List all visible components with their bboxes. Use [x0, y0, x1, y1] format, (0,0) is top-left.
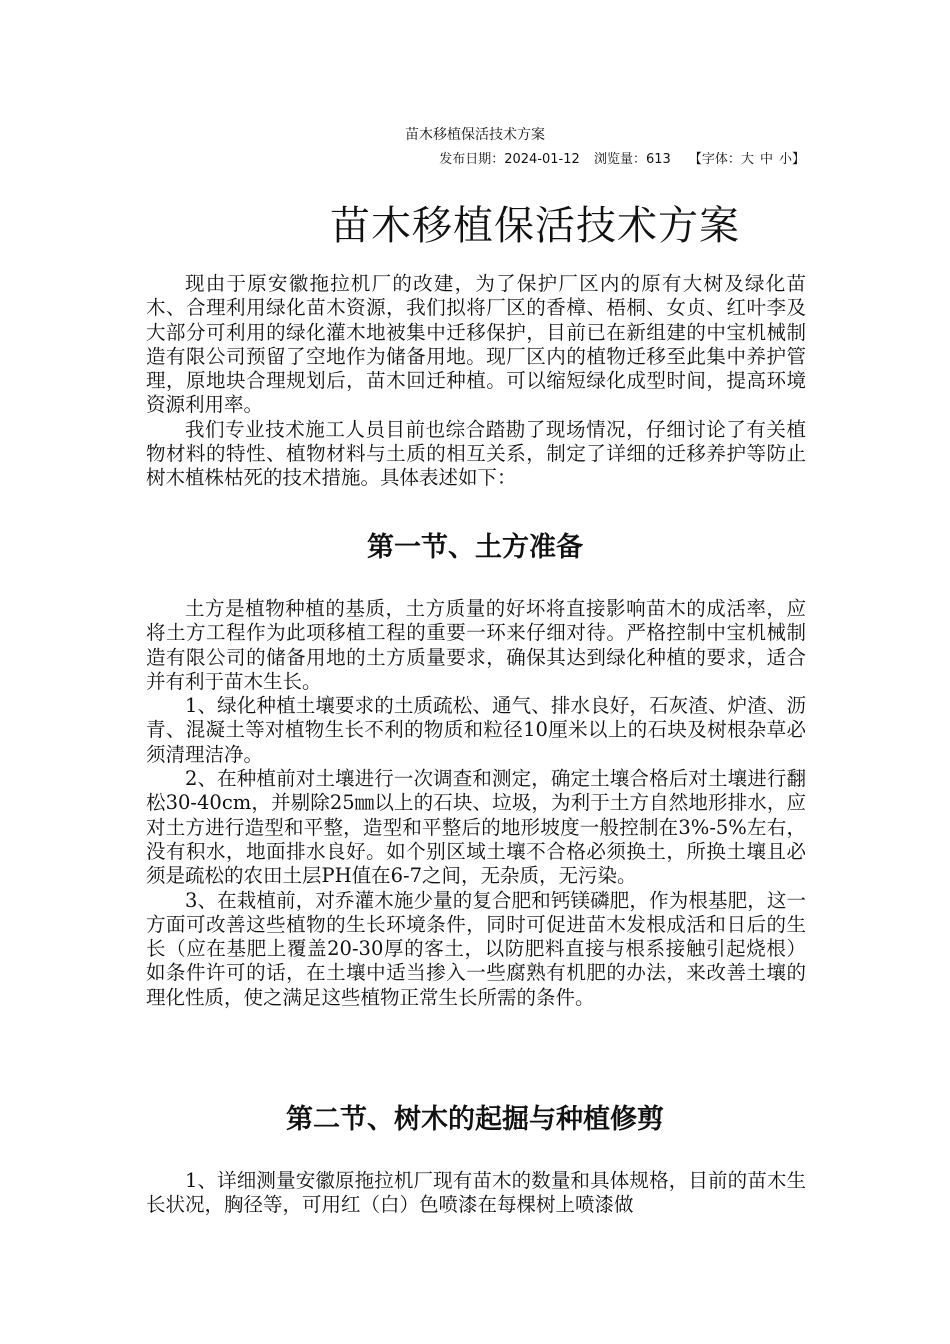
article-meta: [429, 150, 805, 170]
section-1-paragraph: 3、在栽植前，对乔灌木施少量的复合肥和钙镁磷肥，作为根基肥，这一方面可改善这些植物的生长环境条件，同时可促进苗木发根成活和日后的生长（应在基肥上覆盖20-30厚的客土，以防肥料直接与根系接触引起烧根）如条件许可的话，在土壤中适当掺入一些腐熟有机肥的办法，来改善土壤的理化性质，使之满足这些植物正常生长所需的条件。: [146, 888, 806, 1009]
views-count: 613: [645, 152, 671, 167]
publish-date-label: 发布日期：: [439, 152, 505, 167]
section-1-body: [146, 597, 806, 1010]
document-title: 苗木移植保活技术方案: [330, 203, 740, 249]
intro-paragraph: 我们专业技术施工人员目前也综合踏勘了现场情况，仔细讨论了有关植物材料的特性、植物材料与土质的相互关系，制定了详细的迁移养护等防止树木植株枯死的技术措施。具体表述如下：: [146, 417, 806, 490]
section-1-paragraph: 土方是植物种植的基质，土方质量的好坏将直接影响苗木的成活率，应将土方工程作为此项移植工程的重要一环来仔细对待。严格控制中宝机械制造有限公司的储备用地的土方质量要求，确保其达到绿化种植的要求，适合并有利于苗木生长。: [146, 597, 806, 693]
section-2-paragraph: 1、详细测量安徽原拖拉机厂现有苗木的数量和具体规格，目前的苗木生长状况，胸径等，可用红（白）色喷漆在每棵树上喷漆做: [146, 1169, 806, 1217]
section-2-body: [146, 1169, 806, 1218]
publish-date: 2024-01-12: [504, 152, 580, 167]
font-size-close: 】: [791, 152, 805, 167]
font-size-medium-link[interactable]: 中: [759, 152, 773, 167]
font-size-label: 【字体：: [688, 152, 741, 167]
section-1-heading: 第一节、土方准备: [367, 532, 583, 563]
views-label: 浏览量：: [593, 152, 646, 167]
header-title: 苗木移植保活技术方案: [405, 127, 545, 143]
font-size-small-link[interactable]: 小: [778, 152, 792, 167]
section-1-paragraph: 2、在种植前对土壤进行一次调查和测定，确定土壤合格后对土壤进行翻松30-40cm，并剔除25㎜以上的石块、垃圾，为利于土方自然地形排水，应对土方进行造型和平整，造型和平整后的地形坡度一般控制在3%-5%左右，没有积水，地面排水良好。如个别区域土壤不合格必须换土，所换土壤且必须是疏松的农田土层PH值在6-7之间，无杂质，无污染。: [146, 767, 806, 888]
section-1-paragraph: 1、绿化种植土壤要求的土质疏松、通气、排水良好，石灰渣、炉渣、沥青、混凝土等对植物生长不利的物质和粒径10厘米以上的石块及树根杂草必须清理洁净。: [146, 694, 806, 766]
intro-paragraph: 现由于原安徽拖拉机厂的改建，为了保护厂区内的原有大树及绿化苗木、合理利用绿化苗木资源，我们拟将厂区的香樟、梧桐、女贞、红叶李及大部分可利用的绿化灌木地被集中迁移保护，目前已在新组建的中宝机械制造有限公司预留了空地作为储备用地。现厂区内的植物迁移至此集中养护管理，原地块合理规划后，苗木回迁种植。可以缩短绿化成型时间，提高环境资源利用率。: [146, 272, 806, 417]
font-size-large-link[interactable]: 大: [740, 152, 754, 167]
intro-block: [146, 272, 806, 491]
section-2-heading: 第二节、树木的起掘与种植修剪: [286, 1104, 664, 1135]
